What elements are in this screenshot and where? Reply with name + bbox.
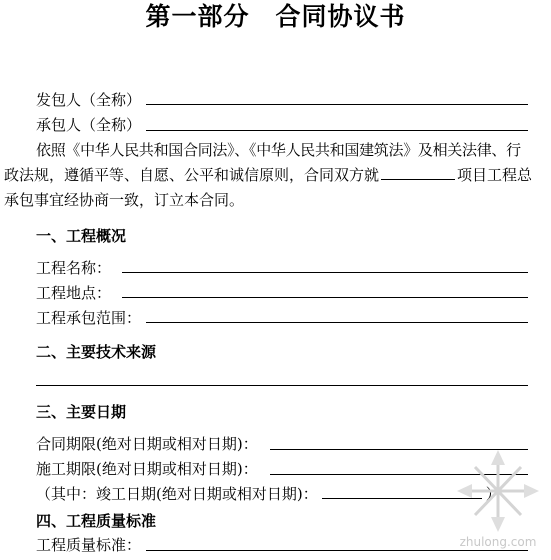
project-name-label: 工程名称： (36, 259, 112, 277)
construction-term-label: 施工期限(绝对日期或相对日期)： (36, 460, 258, 478)
watermark-text: zhulong.com (459, 535, 537, 549)
preamble-line-1: 依照《中华人民共和国合同法》、《中华人民共和国建筑法》及相关法律、行 (36, 141, 521, 159)
completion-date-prefix: （其中：竣工日期(绝对日期或相对日期)： (36, 485, 318, 503)
project-name-blank (381, 165, 455, 180)
watermark-logo-icon (445, 445, 551, 540)
section-4-heading: 四、工程质量标准 (36, 512, 157, 530)
quality-standard-label: 工程质量标准： (36, 536, 142, 554)
project-name-fill-line (122, 272, 528, 273)
preamble-line-2-before: 政法规，遵循平等、自愿、公平和诚信原则，合同双方就 (4, 166, 380, 184)
preamble-line-2 (4, 165, 532, 185)
section-2-heading: 二、主要技术来源 (36, 343, 157, 361)
contract-term-label: 合同期限(绝对日期或相对日期)： (36, 435, 258, 453)
contractor-label: 发包人（全称） (36, 91, 142, 109)
preamble-line-2-after: 项目工程总 (457, 166, 533, 184)
project-location-label: 工程地点： (36, 284, 112, 302)
project-scope-fill-line (146, 322, 528, 323)
contractor-fill-line (146, 104, 528, 105)
project-scope-label: 工程承包范围： (36, 309, 142, 327)
section-3-heading: 三、主要日期 (36, 403, 127, 421)
subcontractor-label: 承包人（全称） (36, 116, 142, 134)
preamble-line-3: 承包事宜经协商一致，订立本合同。 (4, 191, 245, 209)
document-title: 第一部分 合同协议书 (145, 2, 406, 31)
completion-date-line (36, 484, 501, 504)
site-watermark (445, 445, 551, 560)
section-1-heading: 一、工程概况 (36, 227, 127, 245)
completion-date-suffix: ） (485, 485, 501, 503)
project-location-fill-line (122, 297, 528, 298)
subcontractor-fill-line (146, 130, 528, 131)
technology-source-fill-line (36, 385, 528, 386)
